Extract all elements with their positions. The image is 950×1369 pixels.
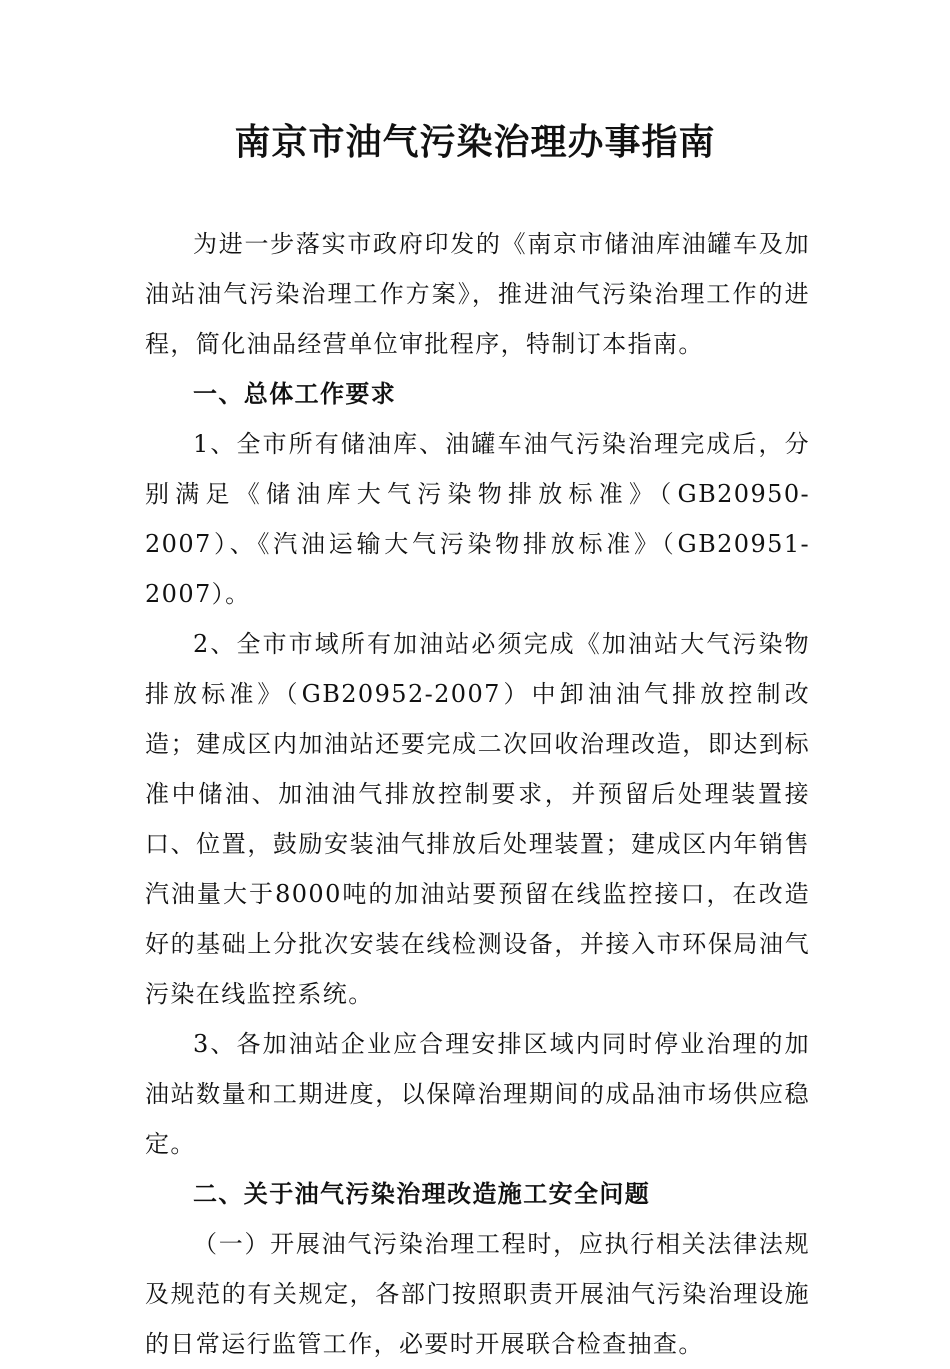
document-title: 南京市油气污染治理办事指南 [234, 122, 716, 163]
requirement-item-3: 3、各加油站企业应合理安排区域内同时停业治理的加油站数量和工期进度，以保障治理期间的成品油市场供应稳定。 [145, 1030, 810, 1158]
section-heading-general-requirements: 一、总体工作要求 [193, 380, 397, 408]
section-heading-construction-safety: 二、关于油气污染治理改造施工安全问题 [193, 1180, 651, 1208]
document-body [145, 219, 810, 1369]
intro-paragraph: 为进一步落实市政府印发的《南京市储油库油罐车及加油站油气污染治理工作方案》，推进油气污染治理工作的进程，简化油品经营单位审批程序，特制订本指南。 [145, 230, 810, 358]
requirement-item-2: 2、全市市域所有加油站必须完成《加油站大气污染物排放标准》（GB20952-2007）中卸油油气排放控制改造；建成区内加油站还要完成二次回收治理改造，即达到标准中储油、加油油气排放控制要求，并预留后处理装置接口、位置，鼓励安装油气排放后处理装置；建成区内年销售汽油量大于8000吨的加油站要预留在线监控接口，在改造好的基础上分批次安装在线检测设备，并接入市环保局油气污染在线监控系统。 [145, 630, 810, 1008]
requirement-item-1: 1、全市所有储油库、油罐车油气污染治理完成后，分别满足《储油库大气污染物排放标准》（GB20950-2007）、《汽油运输大气污染物排放标准》（GB20951-2007）。 [145, 430, 810, 608]
safety-item-1: （一）开展油气污染治理工程时，应执行相关法律法规及规范的有关规定，各部门按照职责开展油气污染治理设施的日常运行监管工作，必要时开展联合检查抽查。 [145, 1230, 810, 1358]
